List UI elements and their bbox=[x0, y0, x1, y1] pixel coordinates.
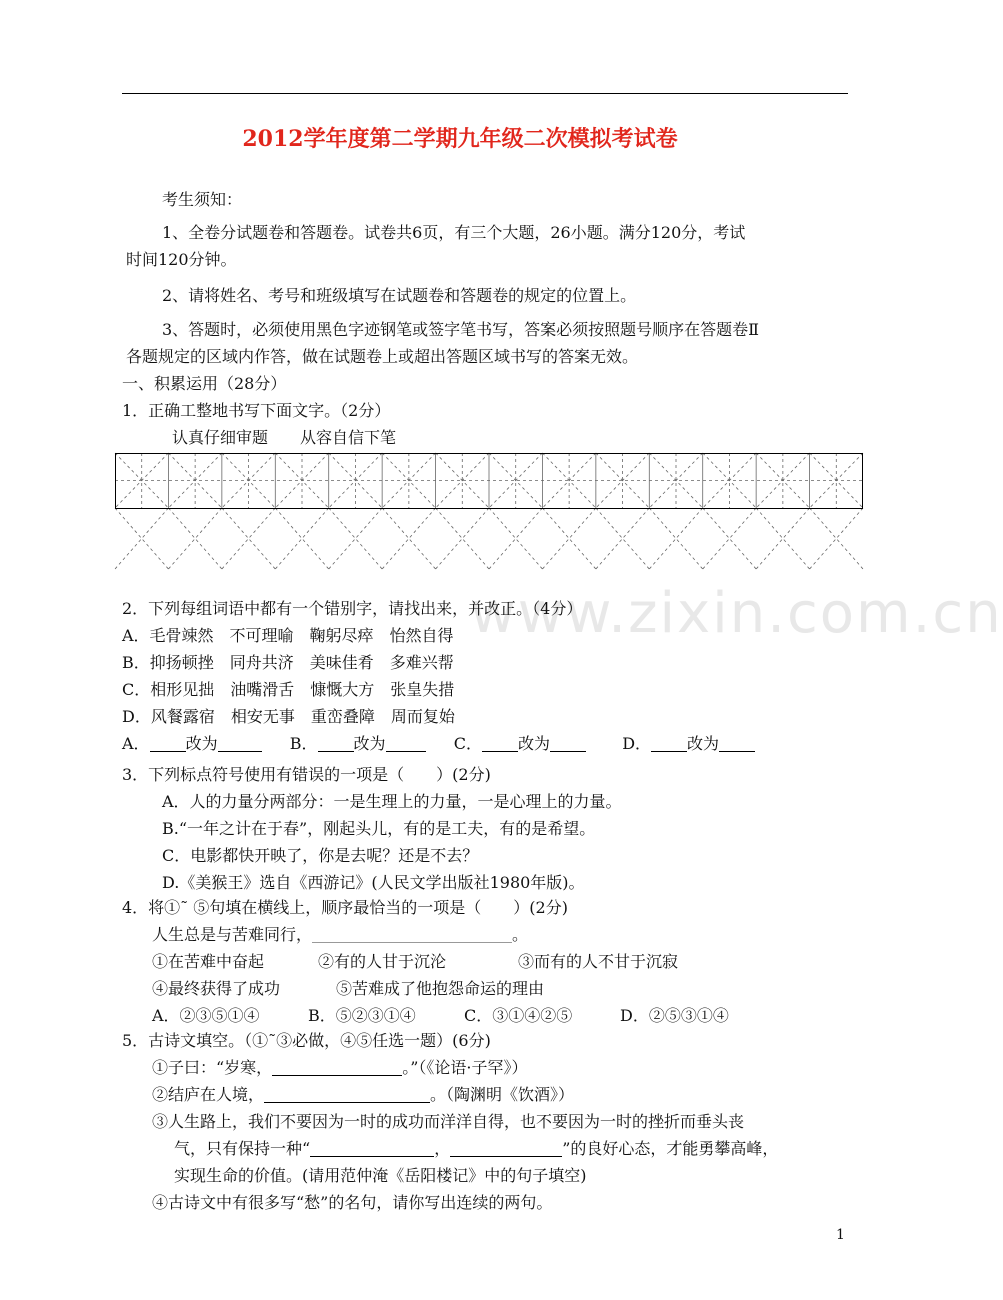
option-b: B．抑扬顿挫 同舟共济 美味佳肴 多难兴帮 bbox=[122, 653, 454, 672]
notice-item-3: 3、答题时，必须使用黑色字迹钢笔或签字笔书写，答案必须按照题号顺序在答题卷Ⅱ 各题规定的区域内作答，做在试题卷上或超出答题区域书写的答案无效。 bbox=[126, 320, 760, 366]
question-3 bbox=[122, 761, 844, 896]
answer-blank[interactable] bbox=[310, 1138, 434, 1157]
option-c: C．电影都快开映了，你是去呢？还是不去？ bbox=[162, 846, 479, 865]
option-d: D．②⑤③①④ bbox=[620, 1006, 729, 1025]
writing-grid-svg bbox=[115, 453, 863, 569]
answer-blank[interactable] bbox=[218, 733, 262, 752]
watermark: www.zixin.com.cn bbox=[470, 581, 1003, 646]
header-rule bbox=[122, 93, 848, 94]
answer-blank[interactable] bbox=[450, 1138, 562, 1157]
page-number: 1 bbox=[836, 1227, 845, 1243]
poem-item-4: ④古诗文中有很多写“愁”的名句，请你写出连续的两句。 bbox=[152, 1193, 553, 1212]
notice-item-1: 1、全卷分试题卷和答题卷。试卷共6页，有三个大题，26小题。满分120分，考试 时间120分钟。 bbox=[126, 223, 746, 269]
answer-blank[interactable] bbox=[482, 733, 518, 752]
option-a: A．人的力量分两部分：一是生理上的力量，一是心理上的力量。 bbox=[162, 792, 622, 811]
answer-blank[interactable] bbox=[272, 1057, 402, 1076]
notice-heading: 考生须知： bbox=[162, 190, 243, 209]
exam-title: 2012学年度第二学期九年级二次模拟考试卷 bbox=[242, 126, 678, 152]
option-d: D．风餐露宿 相安无事 重峦叠障 周而复始 bbox=[122, 707, 455, 726]
answer-line: A． 改为 B． 改为 C． 改为 D． 改为 bbox=[122, 730, 844, 757]
answer-blank[interactable] bbox=[150, 733, 186, 752]
question-4-sentences-row1: ①在苦难中奋起 ②有的人甘于沉沦 ③而有的人不甘于沉寂 bbox=[152, 952, 679, 971]
option-b: B．⑤②③①④ bbox=[308, 1006, 416, 1025]
option-c: C．③①④②⑤ bbox=[464, 1006, 573, 1025]
notice-section bbox=[126, 186, 848, 213]
option-c: C．相形见拙 油嘴滑舌 慷慨大方 张皇失措 bbox=[122, 680, 455, 699]
answer-blank[interactable] bbox=[264, 1084, 430, 1103]
question-2 bbox=[122, 595, 844, 757]
question-1-stem: 1．正确工整地书写下面文字。（2分） bbox=[122, 401, 391, 420]
answer-blank[interactable] bbox=[312, 924, 512, 943]
option-d: D.《美猴王》选自《西游记》(人民文学出版社1980年版)。 bbox=[162, 873, 585, 892]
question-4-lead: 人生总是与苦难同行， 。 bbox=[152, 925, 529, 944]
answer-blank[interactable] bbox=[318, 733, 354, 752]
question-4 bbox=[122, 894, 844, 1029]
answer-blank[interactable] bbox=[386, 733, 426, 752]
poem-item-3-cont: 气，只有保持一种“ ， ”的良好心态，才能勇攀高峰， bbox=[174, 1139, 779, 1158]
answer-blank[interactable] bbox=[651, 733, 687, 752]
poem-item-3: ③人生路上，我们不要因为一时的成功而洋洋自得，也不要因为一时的挫折而垂头丧 bbox=[152, 1112, 745, 1131]
question-5 bbox=[122, 1027, 844, 1216]
writing-grid bbox=[115, 453, 863, 569]
question-5-stem: 5．古诗文填空。（①˜③必做，④⑤任选一题）(6分) bbox=[122, 1031, 491, 1050]
poem-item-2: ②结庐在人境， 。（陶渊明《饮酒》） bbox=[152, 1085, 575, 1104]
section-heading: 一、积累运用（28分） bbox=[122, 374, 287, 393]
question-4-sentences-row2: ④最终获得了成功 ⑤苦难成了他抱怨命运的理由 bbox=[152, 979, 545, 998]
question-4-stem: 4．将①˜ ⑤句填在横线上，顺序最恰当的一项是（ ）(2分) bbox=[122, 898, 568, 917]
answer-blank[interactable] bbox=[719, 733, 755, 752]
question-1 bbox=[122, 397, 844, 451]
poem-item-1: ①子曰：“岁寒， 。”（《论语·子罕》） bbox=[152, 1058, 528, 1077]
question-4-options bbox=[122, 1002, 844, 1029]
notice-item-2: 2、请将姓名、考号和班级填写在试题卷和答题卷的规定的位置上。 bbox=[162, 286, 637, 305]
poem-item-3-end: 实现生命的价值。(请用范仲淹《岳阳楼记》中的句子填空) bbox=[174, 1166, 587, 1185]
question-3-stem: 3．下列标点符号使用有错误的一项是（ ）(2分) bbox=[122, 765, 491, 784]
answer-blank[interactable] bbox=[550, 733, 586, 752]
option-a: A．②③⑤①④ bbox=[152, 1006, 260, 1025]
question-1-text: 认真仔细审题 从容自信下笔 bbox=[172, 428, 397, 447]
option-b: B.“一年之计在于春”，刚起头儿，有的是工夫，有的是希望。 bbox=[162, 819, 596, 838]
question-2-stem: 2．下列每组词语中都有一个错别字，请找出来，并改正。（4分） bbox=[122, 599, 583, 618]
option-a: A．毛骨竦然 不可理喻 鞠躬尽瘁 怡然自得 bbox=[122, 626, 454, 645]
